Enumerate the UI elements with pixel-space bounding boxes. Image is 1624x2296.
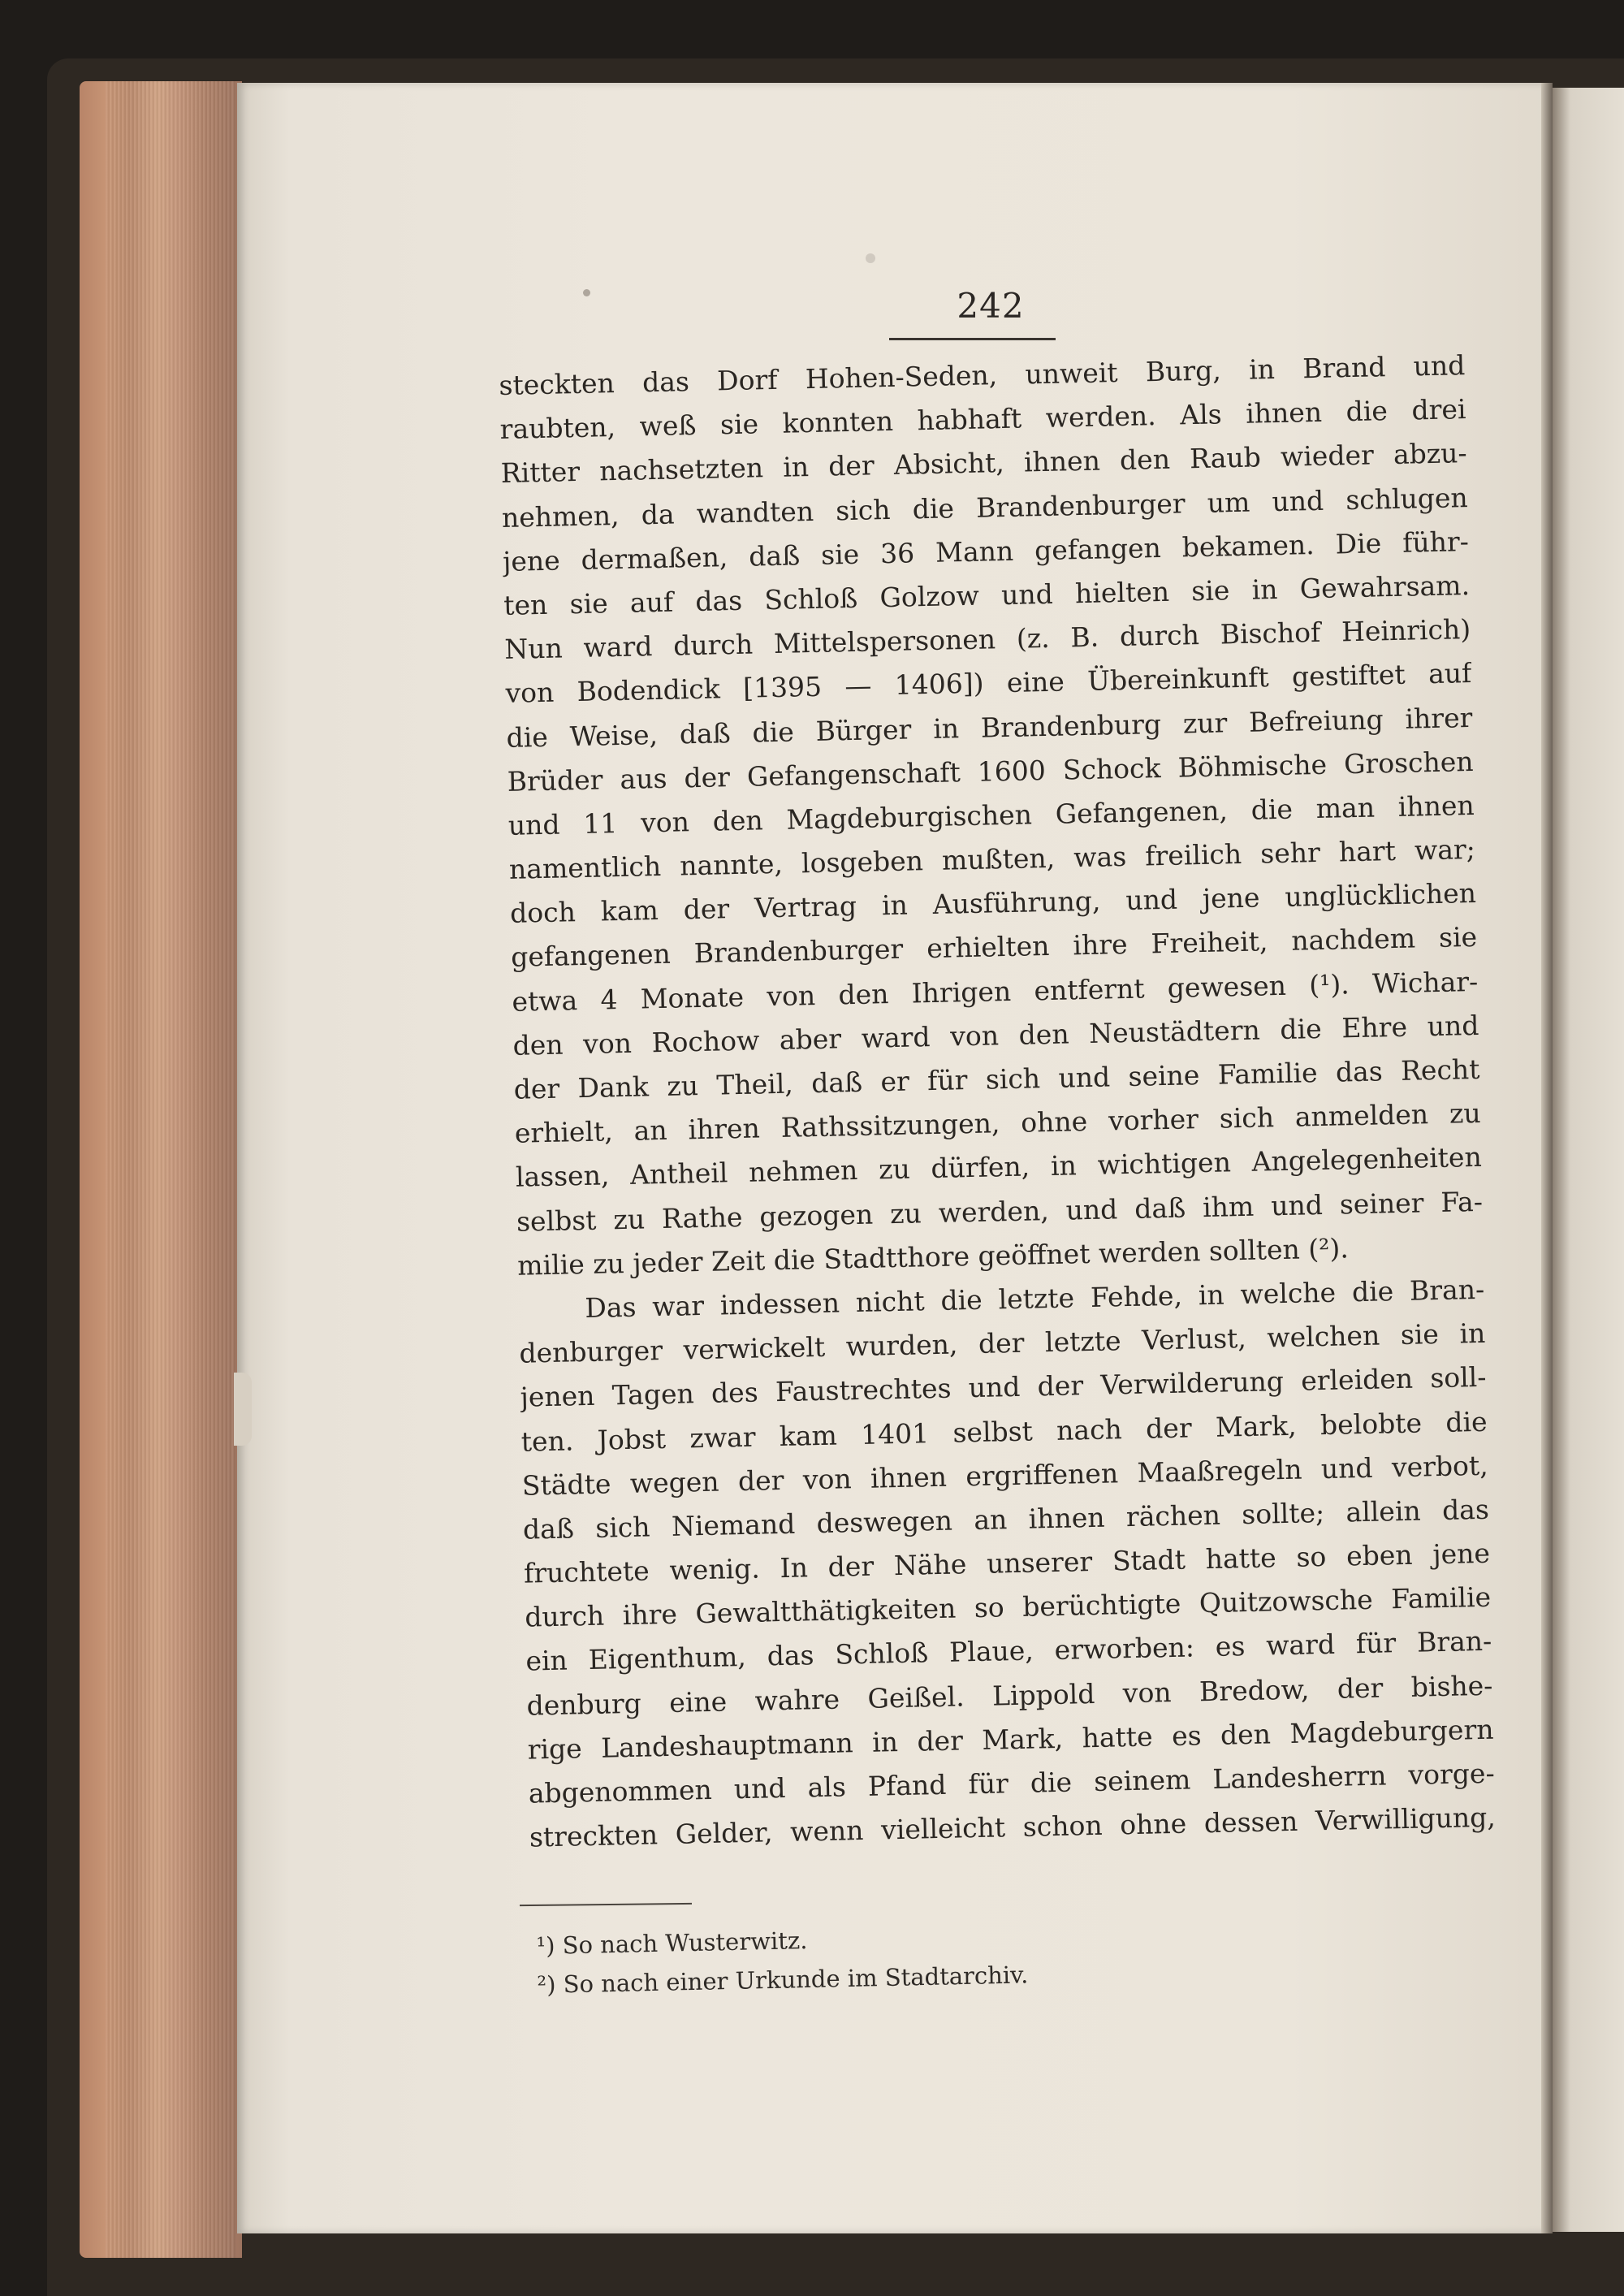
page-number: 242: [957, 286, 1025, 326]
text-line: der Dank zu Theil, daß er für sich und seine Familie das Recht: [513, 1053, 1480, 1105]
text-line: daß sich Niemand deswegen an ihnen rächen sollte; allein das: [522, 1493, 1490, 1546]
text-line: Nun ward durch Mittelspersonen (z. B. durch Bischof Heinrich): [503, 613, 1471, 666]
text-line: raubten, weß sie konnten habhaft werden. Als ihnen die drei: [499, 393, 1466, 446]
ink-spot: [583, 289, 590, 296]
facing-page-edge: [1553, 88, 1624, 2232]
text-line: ein Eigenthum, das Schloß Plaue, erworben: es ward für Bran-: [525, 1625, 1492, 1678]
text-line: selbst zu Rathe gezogen zu werden, und daß ihm und seiner Fa-: [516, 1185, 1484, 1238]
text-line: den von Rochow aber ward von den Neustädtern die Ehre und: [512, 1009, 1479, 1062]
page-tear: [234, 1373, 252, 1446]
text-line: nehmen, da wandten sich die Brandenburger um und schlugen: [501, 481, 1469, 534]
text-line: rige Landeshauptmann in der Mark, hatte es den Magdeburgern: [527, 1713, 1494, 1766]
text-line: gefangenen Brandenburger erhielten ihre Freiheit, nachdem sie: [510, 921, 1478, 974]
text-line: erhielt, an ihren Rathssitzungen, ohne vorher sich anmelden zu: [514, 1097, 1481, 1149]
page-edges-texture: [106, 81, 235, 2258]
text-line: ten sie auf das Schloß Golzow und hielten sie in Gewahrsam.: [503, 569, 1471, 621]
text-line: Das war indessen nicht die letzte Fehde, in welche die Bran-: [584, 1273, 1485, 1324]
text-line: Brüder aus der Gefangenschaft 1600 Schock Böhmische Groschen: [507, 745, 1474, 798]
text-line: Städte wegen der von ihnen ergriffenen Maaßregeln und verbot,: [521, 1449, 1489, 1502]
text-line: von Bodendick [1395 — 1406]) eine Übereinkunft gestiftet auf: [505, 657, 1472, 710]
ink-spot: [866, 253, 875, 263]
text-line: denburger verwickelt wurden, der letzte Verlust, welchen sie in: [519, 1317, 1486, 1369]
text-line: milie zu jeder Zeit die Stadtthore geöffnet werden sollten (²).: [516, 1232, 1350, 1282]
text-line: jene dermaßen, daß sie 36 Mann gefangen bekamen. Die führ-: [502, 525, 1470, 577]
page-gutter: [1541, 83, 1553, 2233]
text-line: doch kam der Vertrag in Ausführung, und jene unglücklichen: [509, 877, 1477, 930]
text-line: abgenommen und als Pfand für die seinem Landesherrn vorge-: [528, 1757, 1496, 1810]
text-line: durch ihre Gewaltthätigkeiten so berüchtigte Quitzowsche Familie: [524, 1580, 1492, 1633]
footnotes: [536, 1911, 1268, 2004]
text-line: jenen Tagen des Faustrechtes und der Verwilderung erleiden soll-: [520, 1361, 1487, 1414]
text-line: Ritter nachsetzten in der Absicht, ihnen den Raub wieder abzu-: [500, 437, 1467, 490]
text-line: streckten Gelder, wenn vielleicht schon ohne dessen Verwilligung,: [529, 1801, 1497, 1853]
text-line: steckten das Dorf Hohen-Seden, unweit Burg, in Brand und: [499, 349, 1466, 401]
text-line: etwa 4 Monate von den Ihrigen entfernt gewesen (¹). Wichar-: [512, 965, 1479, 1018]
footnote: ²) So nach einer Urkunde im Stadtarchiv.: [537, 1961, 1029, 1999]
text-line: denburg eine wahre Geißel. Lippold von Bredow, der bishe-: [526, 1669, 1493, 1722]
text-line: fruchtete wenig. In der Nähe unserer Stadt hatte so eben jene: [523, 1537, 1491, 1589]
body-text: [499, 344, 1496, 1860]
text-line: ten. Jobst zwar kam 1401 selbst nach der Mark, belobte die: [520, 1405, 1488, 1458]
footnote: ¹) So nach Wusterwitz.: [536, 1926, 808, 1960]
text-line: die Weise, daß die Bürger in Brandenburg zur Befreiung ihrer: [506, 701, 1473, 754]
page-number-rule: [889, 338, 1056, 340]
text-line: und 11 von den Magdeburgischen Gefangenen, die man ihnen: [508, 789, 1475, 841]
text-line: lassen, Antheil nehmen zu dürfen, in wichtigen Angelegenheiten: [515, 1141, 1483, 1194]
text-line: namentlich nannte, losgeben mußten, was freilich sehr hart war;: [508, 833, 1476, 885]
